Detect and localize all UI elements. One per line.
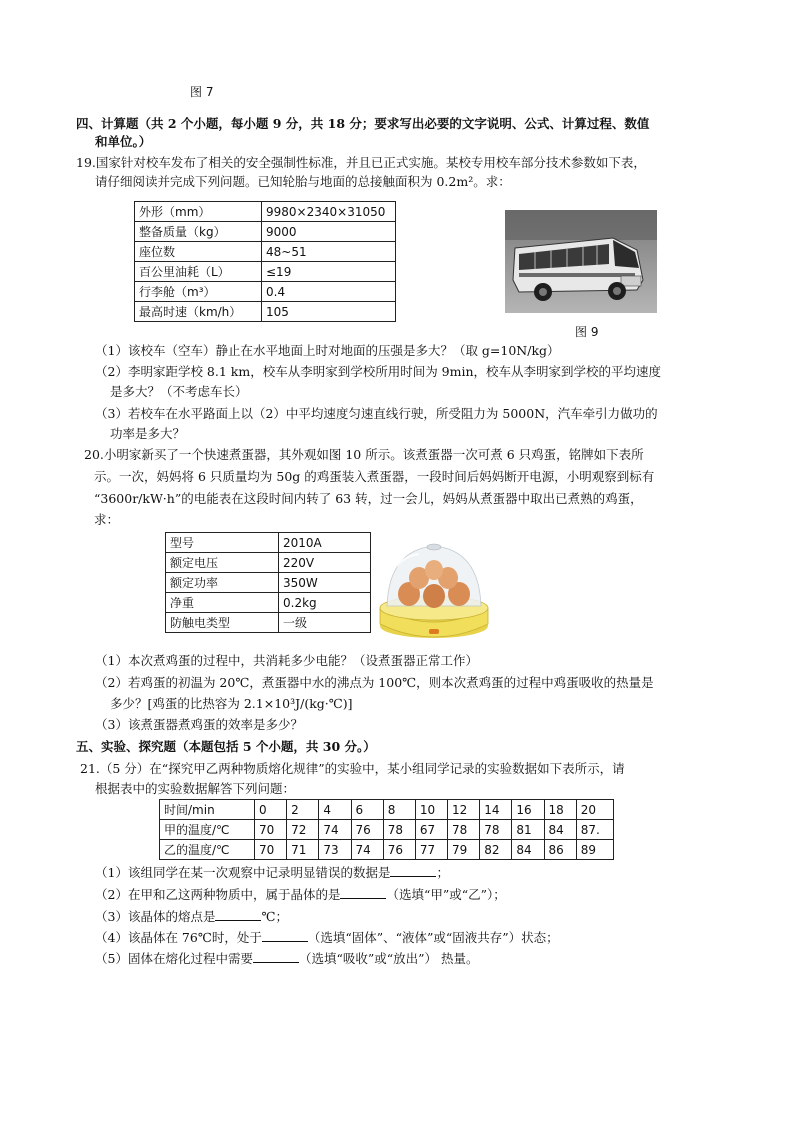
q19-part3-line1: （3）若校车在水平路面上以（2）中平均速度匀速直线行驶，所受阻力为 5000N，汽车牵引力做功的 <box>95 406 658 421</box>
section-4-heading-line1: 四、计算题（共 2 个小题，每小题 9 分，共 18 分；要求写出必要的文字说明、公式、计算过程、数值 <box>76 116 650 131</box>
q19-intro-line1: 19.国家针对校车发布了相关的安全强制性标准，并且已正式实施。某校专用校车部分技术参数如下表， <box>76 155 646 170</box>
q20-cell: 2010A <box>279 533 371 553</box>
q21-part2-text: （2）在甲和乙这两种物质中，属于晶体的是 <box>95 887 341 902</box>
q19-cell: 行李舱（m³） <box>135 282 262 302</box>
q19-part2-line2: 是多大？（不考虑车长） <box>110 384 248 399</box>
q19-row <box>135 302 396 322</box>
q21-cell: 81 <box>512 820 544 840</box>
q19-cell: ≤19 <box>262 262 396 282</box>
q21-cell: 2 <box>287 800 319 820</box>
q21-cell: 甲的温度/℃ <box>160 820 255 840</box>
q21-cell: 78 <box>480 820 512 840</box>
q21-part3-text: （3）该晶体的熔点是 <box>95 909 216 924</box>
q20-nameplate-table <box>165 532 371 633</box>
q21-part5-answer-blank[interactable] <box>253 950 299 963</box>
section-4-heading-line2: 和单位。） <box>95 134 152 149</box>
q20-intro-line4: 求： <box>94 512 120 527</box>
q20-part2-line2: 多少？[鸡蛋的比热容为 2.1×10³J/(kg·℃)] <box>110 696 353 711</box>
q21-cell: 89 <box>576 840 613 860</box>
q20-cell: 额定电压 <box>166 553 279 573</box>
q21-part3-end: ℃； <box>261 909 288 924</box>
q21-cell: 10 <box>415 800 447 820</box>
q20-row <box>166 533 371 553</box>
q21-row <box>160 800 614 820</box>
q21-cell: 84 <box>544 820 576 840</box>
q19-row <box>135 202 396 222</box>
q19-part1: （1）该校车（空车）静止在水平地面上时对地面的压强是多大？（取 g=10N/kg） <box>95 343 560 358</box>
q20-cell: 一级 <box>279 613 371 633</box>
q21-cell: 77 <box>415 840 447 860</box>
figure-9-caption: 图 9 <box>575 325 599 339</box>
q20-intro-line2: 示。一次，妈妈将 6 只质量均为 50g 的鸡蛋装入煮蛋器，一段时间后妈妈断开电源，小明观察到标有 <box>94 469 655 484</box>
q21-part2-end: （选填“甲”或“乙”）； <box>386 887 506 902</box>
q21-part1-text: （1）该组同学在某一次观察中记录明显错误的数据是 <box>95 865 391 880</box>
q21-cell: 78 <box>448 820 480 840</box>
q19-cell: 0.4 <box>262 282 396 302</box>
q21-cell: 4 <box>319 800 351 820</box>
q20-row <box>166 553 371 573</box>
q19-row <box>135 282 396 302</box>
q21-part4-text: （4）该晶体在 76℃时，处于 <box>95 930 262 945</box>
q21-cell: 74 <box>351 840 383 860</box>
q19-cell: 整备质量（kg） <box>135 222 262 242</box>
q21-cell: 时间/min <box>160 800 255 820</box>
q21-cell: 0 <box>255 800 287 820</box>
q21-intro-line1: 21.（5 分）在“探究甲乙两种物质熔化规律”的实验中，某小组同学记录的实验数据如下表所示，请 <box>80 761 625 776</box>
q19-cell: 百公里油耗（L） <box>135 262 262 282</box>
q21-part2-answer-blank[interactable] <box>340 886 386 899</box>
q21-cell: 74 <box>319 820 351 840</box>
q20-cell: 防触电类型 <box>166 613 279 633</box>
q20-cell: 净重 <box>166 593 279 613</box>
q19-part2-line1: （2）李明家距学校 8.1 km，校车从李明家到学校所用时间为 9min，校车从李明家到学校的平均速度 <box>95 364 662 379</box>
q19-cell: 9000 <box>262 222 396 242</box>
q21-cell: 20 <box>576 800 613 820</box>
q21-part2 <box>95 886 506 904</box>
q21-part5-text: （5）固体在熔化过程中需要 <box>95 951 253 966</box>
q21-cell: 82 <box>480 840 512 860</box>
q20-cell: 额定功率 <box>166 573 279 593</box>
q19-row <box>135 242 396 262</box>
q19-row <box>135 262 396 282</box>
q21-cell: 8 <box>383 800 415 820</box>
figure-7-caption: 图 7 <box>190 85 214 99</box>
q20-part3: （3）该煮蛋器煮鸡蛋的效率是多少？ <box>95 717 303 732</box>
q21-cell: 87. <box>576 820 613 840</box>
q20-row <box>166 573 371 593</box>
q20-cell: 型号 <box>166 533 279 553</box>
q20-part1: （1）本次煮鸡蛋的过程中，共消耗多少电能？（设煮蛋器正常工作） <box>95 653 478 668</box>
q21-part4-end: （选填“固体”、“液体”或“固液共存”）状态； <box>307 930 559 945</box>
q21-part1-end: ； <box>436 865 449 880</box>
q20-intro-line3: “3600r/kW·h”的电能表在这段时间内转了 63 转，过一会儿，妈妈从煮蛋器中取出已煮熟的鸡蛋， <box>94 491 643 506</box>
q21-cell: 12 <box>448 800 480 820</box>
q21-cell: 67 <box>415 820 447 840</box>
q21-part5-end: （选填“吸收”或“放出”） 热量。 <box>298 951 479 966</box>
q21-cell: 71 <box>287 840 319 860</box>
q21-data-table <box>159 799 614 860</box>
q20-cell: 220V <box>279 553 371 573</box>
q21-cell: 70 <box>255 820 287 840</box>
q21-cell: 14 <box>480 800 512 820</box>
q20-cell: 350W <box>279 573 371 593</box>
q20-part2-line1: （2）若鸡蛋的初温为 20℃，煮蛋器中水的沸点为 100℃，则本次煮鸡蛋的过程中鸡蛋吸收的热量是 <box>95 675 654 690</box>
q21-cell: 86 <box>544 840 576 860</box>
q21-part3 <box>95 908 288 926</box>
q21-part3-answer-blank[interactable] <box>215 908 261 921</box>
q19-intro-line2: 请仔细阅读并完成下列问题。已知轮胎与地面的总接触面积为 0.2m²。求： <box>95 174 511 189</box>
q21-part4-answer-blank[interactable] <box>262 929 308 942</box>
q21-row <box>160 820 614 840</box>
q20-row <box>166 593 371 613</box>
q21-cell: 16 <box>512 800 544 820</box>
q19-cell: 9980×2340×31050 <box>262 202 396 222</box>
q19-cell: 105 <box>262 302 396 322</box>
q19-cell: 48~51 <box>262 242 396 262</box>
q21-cell: 乙的温度/℃ <box>160 840 255 860</box>
q21-cell: 72 <box>287 820 319 840</box>
q19-cell: 最高时速（km/h） <box>135 302 262 322</box>
q19-part3-line2: 功率是多大？ <box>110 426 186 441</box>
q21-cell: 84 <box>512 840 544 860</box>
q19-spec-table <box>134 201 396 322</box>
q21-cell: 78 <box>383 820 415 840</box>
q21-part4 <box>95 929 559 947</box>
q21-part1 <box>95 864 449 882</box>
q19-cell: 座位数 <box>135 242 262 262</box>
q19-row <box>135 222 396 242</box>
q20-row <box>166 613 371 633</box>
q20-intro-line1: 20.小明家新买了一个快速煮蛋器，其外观如图 10 所示。该煮蛋器一次可煮 6 只鸡蛋，铭牌如下表所 <box>84 447 644 462</box>
q20-cell: 0.2kg <box>279 593 371 613</box>
q21-cell: 6 <box>351 800 383 820</box>
q21-cell: 76 <box>383 840 415 860</box>
egg-cooker-image <box>375 538 493 643</box>
q19-cell: 外形（mm） <box>135 202 262 222</box>
school-bus-image <box>505 210 657 313</box>
q21-part5 <box>95 950 479 968</box>
q21-cell: 18 <box>544 800 576 820</box>
q21-cell: 76 <box>351 820 383 840</box>
section-5-heading: 五、实验、探究题（本题包括 5 个小题，共 30 分。） <box>76 739 376 754</box>
q21-intro-line2: 根据表中的实验数据解答下列问题： <box>95 781 296 796</box>
q21-part1-answer-blank[interactable] <box>390 864 436 877</box>
q21-row <box>160 840 614 860</box>
q21-cell: 70 <box>255 840 287 860</box>
q21-cell: 79 <box>448 840 480 860</box>
q21-cell: 73 <box>319 840 351 860</box>
